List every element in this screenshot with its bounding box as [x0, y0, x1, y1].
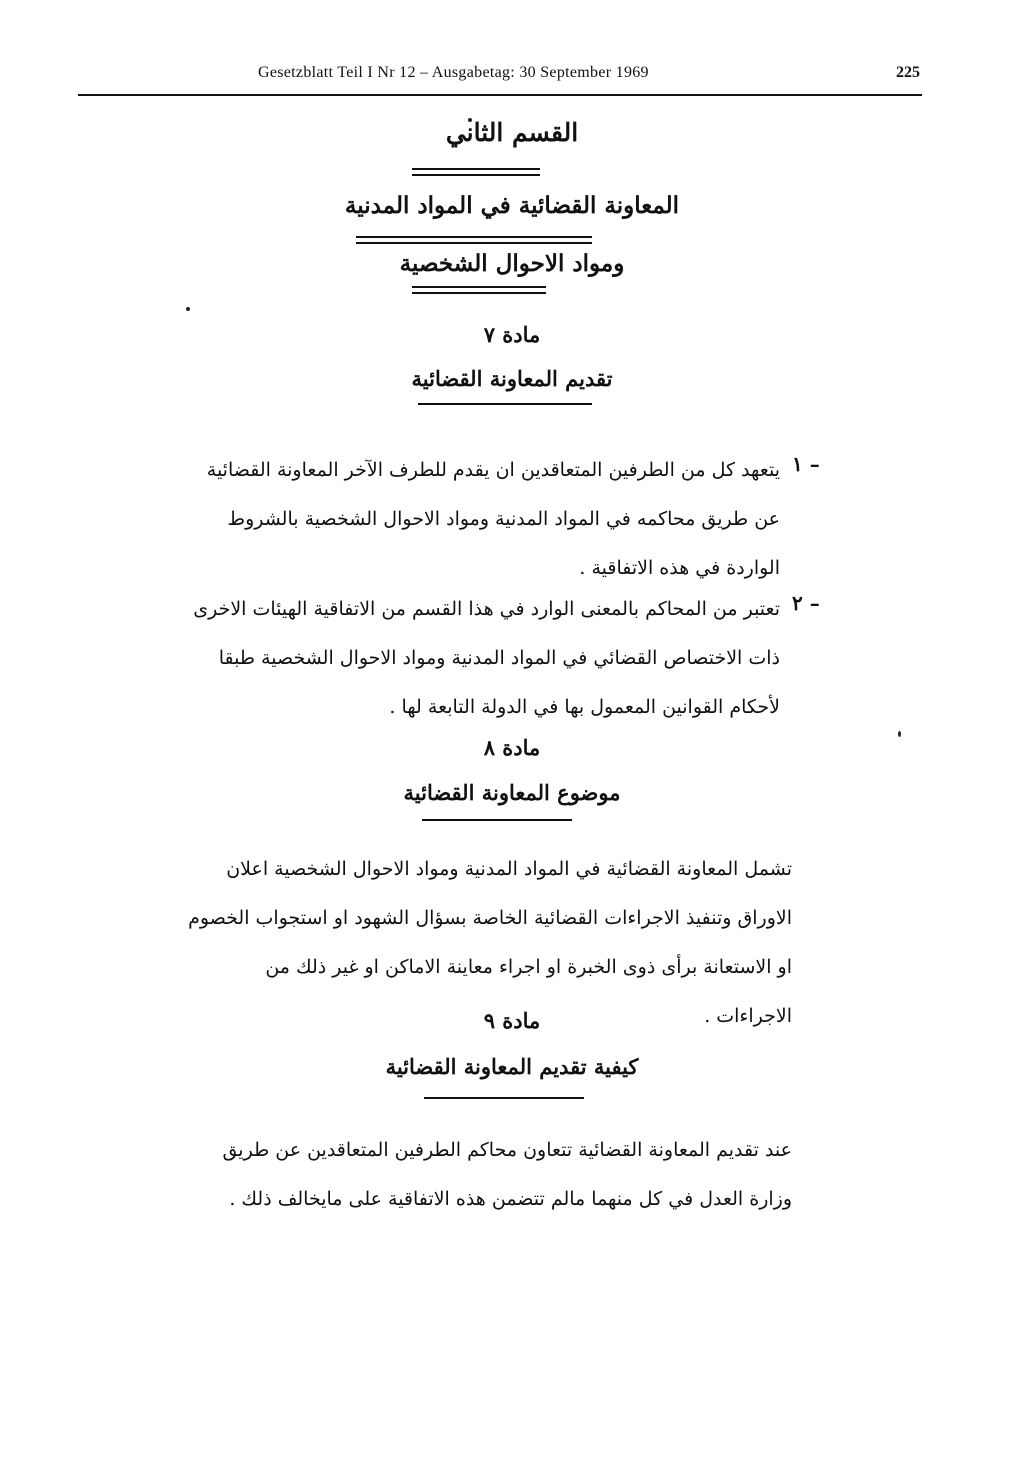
section-subtitle-2: ومواد الاحوال الشخصية [399, 250, 625, 277]
ink-speck [186, 307, 190, 311]
article-7-para-1: يتعهد كل من الطرفين المتعاقدين ان يقدم للطرف الآخر المعاونة القضائية عن طريق محاكمه في المواد المدنية ومواد الاحوال الشخصية بالشروط الواردة في هذه الاتفاقية . [206, 459, 780, 579]
article-8-heading-underline [422, 819, 572, 821]
article-7-heading-underline [418, 403, 592, 405]
subtitle-2-underline [412, 286, 546, 294]
article-8-heading: موضوع المعاونة القضائية [403, 780, 621, 805]
page-number: 225 [896, 64, 920, 81]
section-title-underline [412, 168, 540, 176]
subtitle-1-underline [356, 236, 592, 244]
article-9-label: مادة ٩ [483, 1008, 541, 1033]
article-7-para-1-number: ١ – [792, 452, 820, 476]
article-9-text: عند تقديم المعاونة القضائية تتعاون محاكم الطرفين المتعاقدين عن طريق وزارة العدل في كل منهما مالم تتضمن هذه الاتفاقية على مايخالف ذلك . [222, 1139, 792, 1210]
article-9-heading-underline [424, 1097, 584, 1099]
section-subtitle-1: المعاونة القضائية في المواد المدنية [344, 192, 680, 219]
article-7-para-2-number: ٢ – [792, 591, 820, 615]
section-title: القسم الثاني [445, 118, 579, 147]
article-7-label: مادة ٧ [483, 322, 541, 347]
page-header [78, 58, 922, 96]
article-9-heading: كيفية تقديم المعاونة القضائية [385, 1054, 639, 1079]
article-7-para-2: تعتبر من المحاكم بالمعنى الوارد في هذا القسم من الاتفاقية الهيئات الاخرى ذات الاختصاص القضائي في المواد المدنية ومواد الاحوال الشخصية طبقا لأحكام القوانين المعمول بها في الدولة التابعة لها . [193, 598, 780, 718]
article-8-label: مادة ٨ [483, 735, 541, 760]
article-7-heading: تقديم المعاونة القضائية [411, 366, 613, 391]
header-title: Gesetzblatt Teil I Nr 12 – Ausgabetag: 30 September 1969 [258, 64, 649, 81]
article-8-text: تشمل المعاونة القضائية في المواد المدنية ومواد الاحوال الشخصية اعلان الاوراق وتنفيذ الاجراءات القضائية الخاصة بسؤال الشهود او استجواب الخصوم او الاستعانة برأى ذوى الخبرة او اجراء معاينة الاماكن او غير ذلك من الاجراءات . [188, 858, 792, 1027]
